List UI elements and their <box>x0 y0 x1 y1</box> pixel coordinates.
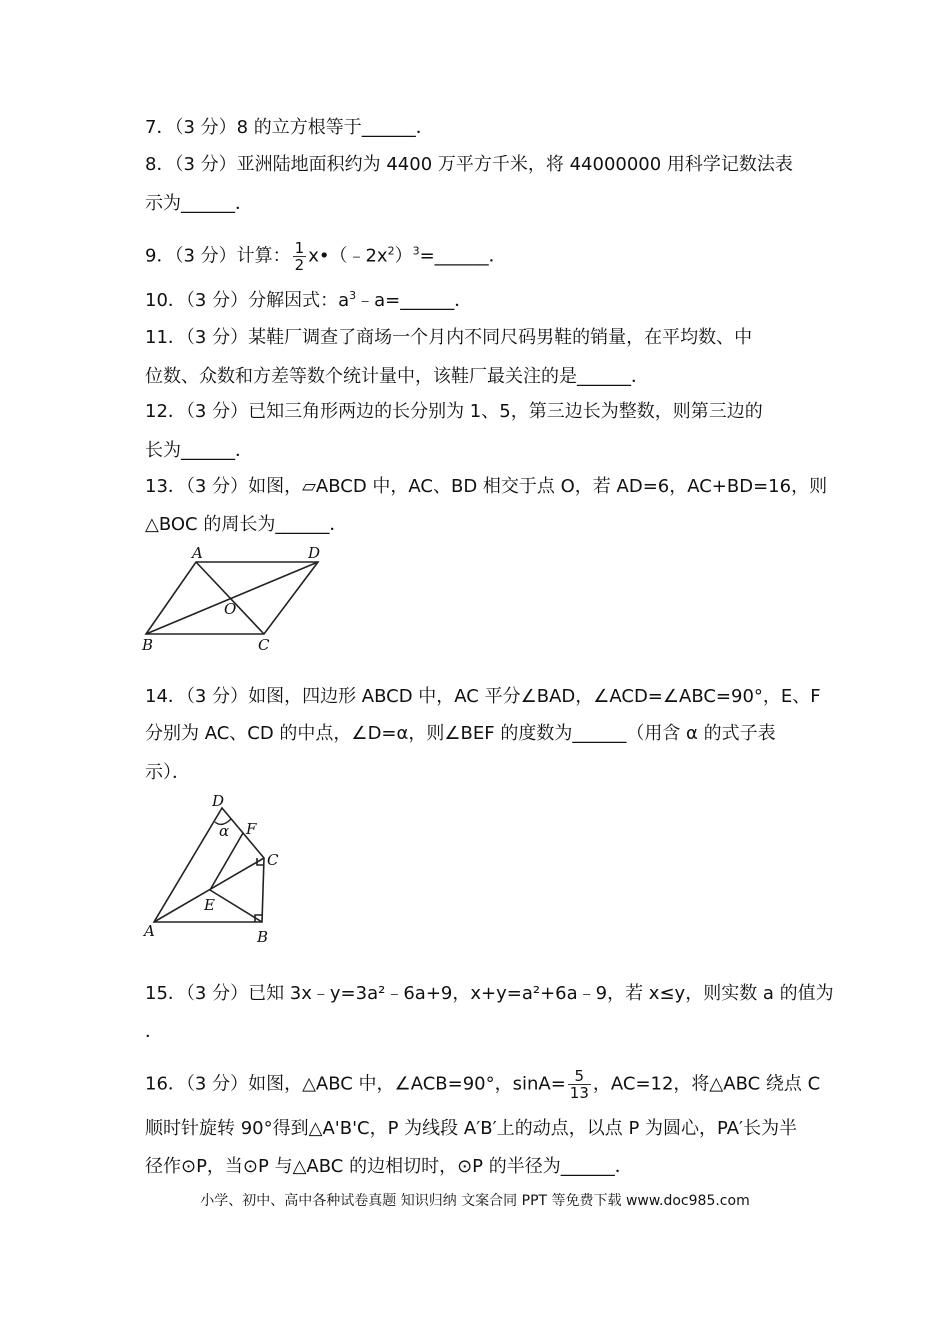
label-d: D <box>308 544 321 562</box>
q9-close: ） <box>394 245 413 267</box>
question-9 <box>145 240 507 273</box>
q10-prefix: 10．（3 分）分解因式：a <box>145 290 350 311</box>
question-15-line-2: ． <box>145 1021 163 1042</box>
q9-prefix: 9．（3 分）计算： <box>145 245 291 267</box>
question-11-line-1: 11．（3 分）某鞋厂调查了商场一个月内不同尺码男鞋的销量，在平均数、中 <box>145 327 753 348</box>
q9-exp2: 3 <box>412 244 420 258</box>
parallelogram-figure <box>140 544 340 656</box>
question-16-line-3: 径作⊙P，当⊙P 与△ABC 的边相切时，⊙P 的半径为______． <box>145 1156 633 1177</box>
label-f: F <box>246 820 257 838</box>
q16-suffix: ，AC=12，将△ABC 绕点 C <box>592 1073 821 1095</box>
question-12-line-2: 长为______． <box>145 440 253 461</box>
q10-suffix: ﹣a=______． <box>356 290 473 311</box>
label-b: B <box>257 928 269 946</box>
question-12-line-1: 12．（3 分）已知三角形两边的长分别为 1、5，第三边长为整数，则第三边的 <box>145 401 763 422</box>
question-14-line-1: 14．（3 分）如图，四边形 ABCD 中，AC 平分∠BAD，∠ACD=∠ABC=90°，E、F <box>145 686 821 707</box>
label-c: C <box>267 851 279 869</box>
q10-exp: 3 <box>349 289 357 302</box>
question-11-line-2: 位数、众数和方差等数个统计量中，该鞋厂最关注的是______． <box>145 366 649 387</box>
question-15-line-1: 15．（3 分）已知 3x﹣y=3a²﹣6a+9，x+y=a²+6a﹣9，若 x≤y，则实数 a 的值为 <box>145 983 834 1004</box>
label-d: D <box>212 792 225 810</box>
label-alpha: α <box>219 822 230 840</box>
question-14-line-3: 示）． <box>145 762 190 783</box>
segment-ef <box>210 833 243 890</box>
label-o: O <box>224 600 237 618</box>
question-13-line-2: △BOC 的周长为______． <box>145 514 348 535</box>
question-13-line-1: 13．（3 分）如图，▱ABCD 中，AC、BD 相交于点 O，若 AD=6，AC+BD=16，则 <box>145 476 828 497</box>
label-e: E <box>204 896 215 914</box>
q16-frac-num: 5 <box>568 1068 591 1085</box>
q9-exp1: 2 <box>387 244 395 258</box>
label-a: A <box>192 544 203 562</box>
question-8-line-2: 示为______． <box>145 193 253 214</box>
quadrilateral-figure <box>140 792 290 948</box>
q9-suffix: =______． <box>419 245 507 267</box>
q9-frac-num: 1 <box>294 239 305 257</box>
q9-fraction <box>293 240 307 273</box>
page-footer: 小学、初中、高中各种试卷真题 知识归纳 文案合同 PPT 等免费下载 www.doc985.com <box>200 1193 750 1209</box>
q16-frac-den: 13 <box>569 1084 589 1102</box>
question-7: 7．（3 分）8 的立方根等于______． <box>145 117 434 138</box>
question-16-line-2: 顺时针旋转 90°得到△A'B'C，P 为线段 A′B′上的动点，以点 P 为圆心，PA′长为半 <box>145 1118 798 1139</box>
question-8-line-1: 8．（3 分）亚洲陆地面积约为 4400 万平方千米，将 44000000 用科学记数法表 <box>145 154 793 175</box>
question-10 <box>145 290 472 312</box>
label-a: A <box>144 922 155 940</box>
question-16-line-1 <box>145 1068 820 1101</box>
label-b: B <box>142 636 154 654</box>
question-14-line-2: 分别为 AC、CD 的中点，∠D=α，则∠BEF 的度数为______（用含 α 的式子表 <box>145 723 776 744</box>
label-c: C <box>258 636 270 654</box>
q9-frac-den: 2 <box>294 256 305 274</box>
q9-mid: x•（﹣2x <box>308 245 388 267</box>
q16-fraction <box>568 1068 591 1101</box>
q16-prefix: 16．（3 分）如图，△ABC 中，∠ACB=90°，sinA= <box>145 1073 566 1095</box>
